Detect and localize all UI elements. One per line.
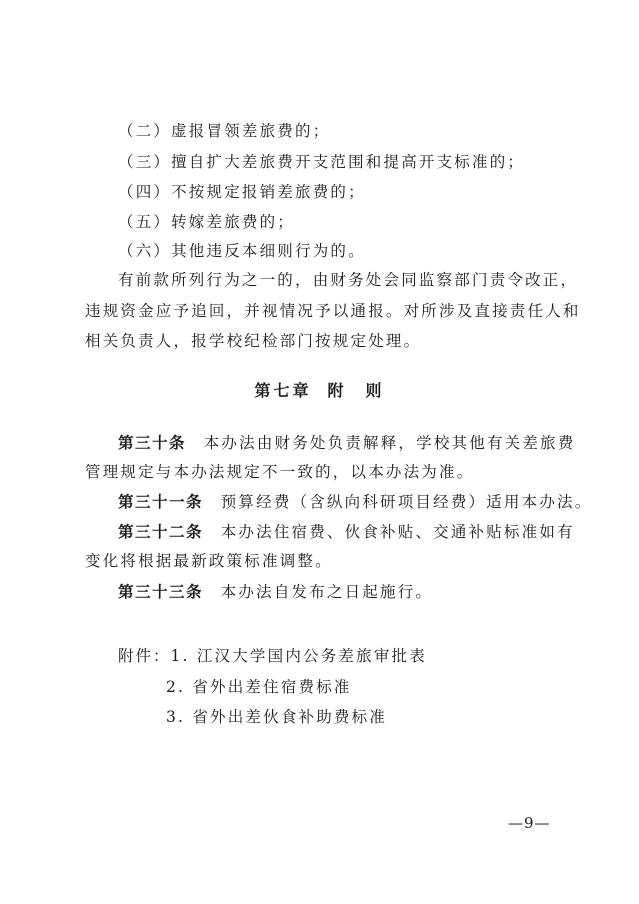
attachments-label: 附件： (118, 647, 171, 665)
article-30 (118, 433, 575, 453)
penalty-line-3: 相关负责人，报学校纪检部门按规定处理。 (85, 332, 422, 350)
chapter-title: 附 则 (327, 381, 385, 400)
article-30-continuation: 管理规定与本办法规定不一致的，以本办法为准。 (85, 463, 475, 481)
article-31-label: 第三十一条 (118, 493, 204, 511)
attachment-2: 2. 省外出差住宿费标准 (166, 678, 352, 696)
list-item-4: （四）不按规定报销差旅费的； (118, 183, 366, 201)
article-32-continuation: 变化将根据最新政策标准调整。 (85, 552, 333, 570)
penalty-line-1: 有前款所列行为之一的，由财务处会同监察部门责令改正， (118, 271, 579, 289)
penalty-line-2: 违规资金应予追回，并视情况予以通报。对所涉及直接责任人和 (85, 302, 581, 320)
attachment-1-text: 1. 江汉大学国内公务差旅审批表 (170, 647, 427, 665)
article-32 (118, 522, 575, 542)
chapter-heading (0, 381, 639, 401)
attachment-3: 3. 省外出差伙食补助费标准 (166, 708, 388, 726)
article-33 (118, 582, 433, 602)
article-33-label: 第三十三条 (118, 583, 204, 601)
attachment-1 (118, 646, 427, 666)
article-31-text: 预算经费（含纵向科研项目经费）适用本办法。 (203, 493, 593, 511)
article-33-text: 本办法自发布之日起施行。 (203, 583, 434, 601)
article-32-label: 第三十二条 (118, 523, 204, 541)
article-32-text: 本办法住宿费、伙食补贴、交通补贴标准如有 (203, 523, 575, 541)
chapter-number: 第七章 (254, 381, 312, 400)
list-item-5: （五）转嫁差旅费的； (118, 213, 296, 231)
article-30-label: 第三十条 (118, 434, 187, 452)
list-item-2: （二）虚报冒领差旅费的； (118, 122, 331, 140)
article-30-text: 本办法由财务处负责解释，学校其他有关差旅费 (186, 434, 576, 452)
page-number: —9— (508, 814, 551, 832)
article-31 (118, 492, 592, 512)
list-item-6: （六）其他违反本细则行为的。 (118, 242, 366, 260)
list-item-3: （三）擅自扩大差旅费开支范围和提高开支标准的； (118, 153, 526, 171)
